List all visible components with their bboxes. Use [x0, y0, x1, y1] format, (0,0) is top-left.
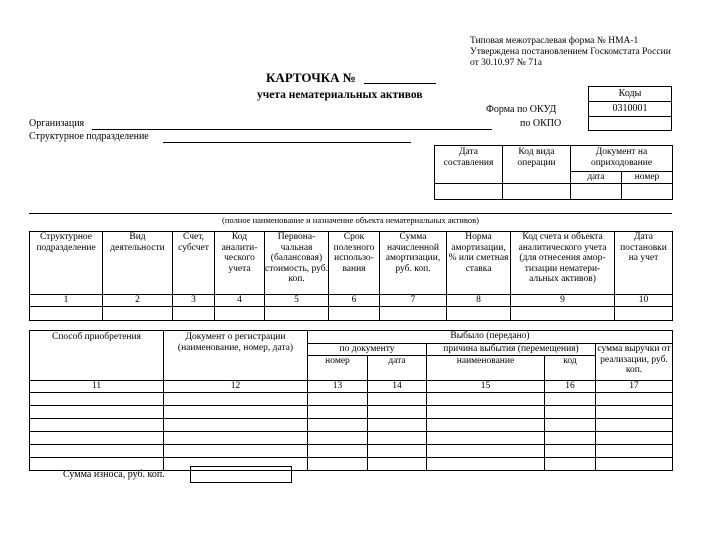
- table-cell[interactable]: [368, 406, 427, 419]
- table-cell[interactable]: [368, 419, 427, 432]
- document-table: [434, 145, 673, 200]
- organization-field[interactable]: [92, 129, 492, 130]
- table-cell[interactable]: [308, 445, 368, 458]
- col-number: 8: [447, 295, 511, 307]
- table-cell[interactable]: [329, 307, 380, 321]
- table-cell[interactable]: [596, 432, 673, 445]
- organization-label: Организация: [29, 118, 85, 129]
- col-initial-cost-header: Первона-чальная (балансовая) стоимость, руб. коп.: [265, 232, 329, 295]
- col-doc-number-header: номер: [308, 356, 368, 381]
- codes-header: Коды: [588, 86, 672, 102]
- doc-date-cell[interactable]: [435, 183, 503, 199]
- table-cell[interactable]: [545, 406, 596, 419]
- table-cell[interactable]: [308, 432, 368, 445]
- col-number: 15: [427, 381, 545, 393]
- table-cell[interactable]: [427, 393, 545, 406]
- table-cell[interactable]: [427, 419, 545, 432]
- table-cell[interactable]: [368, 432, 427, 445]
- col-number: 14: [368, 381, 427, 393]
- depreciation-field[interactable]: [190, 466, 292, 483]
- col-reason-header: причина выбытия (перемещения): [427, 344, 596, 356]
- table-cell[interactable]: [30, 445, 164, 458]
- okpo-label: по ОКПО: [520, 118, 562, 129]
- col-number: 4: [215, 295, 265, 307]
- col-activity-header: Вид деятельности: [103, 232, 173, 295]
- table-cell[interactable]: [215, 307, 265, 321]
- table-cell[interactable]: [265, 307, 329, 321]
- table-row: [30, 406, 673, 419]
- table-cell[interactable]: [545, 432, 596, 445]
- card-subtitle: учета нематериальных активов: [257, 89, 423, 101]
- col-doc-date-header: дата: [368, 356, 427, 381]
- table-row: [30, 419, 673, 432]
- asset-table: [29, 231, 673, 321]
- col-useful-life-header: Срок полезного использо-вания: [329, 232, 380, 295]
- table-cell[interactable]: [596, 445, 673, 458]
- table-cell[interactable]: [173, 307, 215, 321]
- okud-label: Форма по ОКУД: [486, 104, 557, 115]
- asset-name-field[interactable]: [29, 213, 672, 214]
- col-number: 17: [596, 381, 673, 393]
- table-cell[interactable]: [308, 419, 368, 432]
- table-cell[interactable]: [615, 307, 673, 321]
- doc-sub-number: номер: [622, 172, 673, 184]
- col-number: 6: [329, 295, 380, 307]
- table-cell[interactable]: [30, 307, 103, 321]
- approval-date: от 30.10.97 № 71а: [470, 58, 542, 68]
- col-retired-header: Выбыло (передано): [308, 331, 673, 344]
- table-cell[interactable]: [427, 445, 545, 458]
- doc-receipt-header: Документ на оприходование: [571, 146, 673, 172]
- table-cell[interactable]: [596, 393, 673, 406]
- col-number: 2: [103, 295, 173, 307]
- table-cell[interactable]: [30, 406, 164, 419]
- table-cell[interactable]: [596, 406, 673, 419]
- table-cell[interactable]: [596, 419, 673, 432]
- table-cell[interactable]: [380, 307, 447, 321]
- table-row: [30, 445, 673, 458]
- col-acquisition-method-header: Способ приобретения: [30, 331, 164, 381]
- okpo-value[interactable]: [588, 116, 672, 131]
- card-title: КАРТОЧКА №: [266, 70, 356, 85]
- form-type-note: Типовая межотраслевая форма № НМА-1: [470, 36, 639, 46]
- col-number: 7: [380, 295, 447, 307]
- table-cell[interactable]: [511, 307, 615, 321]
- col-account-object-code-header: Код счета и объекта аналитического учета (для отнесения амор-тизации нематери-альных активов): [511, 232, 615, 295]
- table-cell[interactable]: [30, 432, 164, 445]
- doc-sub-date: дата: [571, 172, 622, 184]
- asset-name-caption: (полное наименование и назначение объекта нематериальных активов): [222, 215, 479, 225]
- department-field[interactable]: [163, 142, 411, 143]
- table-cell[interactable]: [103, 307, 173, 321]
- col-by-document-header: по документу: [308, 344, 427, 356]
- table-row: [30, 432, 673, 445]
- okud-value: 0310001: [588, 101, 672, 117]
- col-registration-date-header: Дата постановки на учет: [615, 232, 673, 295]
- table-cell[interactable]: [368, 458, 427, 471]
- col-amortization-sum-header: Сумма начисленной амортизации, руб. коп.: [380, 232, 447, 295]
- retirement-table: [29, 330, 673, 471]
- table-cell[interactable]: [308, 406, 368, 419]
- table-cell[interactable]: [30, 393, 164, 406]
- col-number: 9: [511, 295, 615, 307]
- col-reason-code-header: код: [545, 356, 596, 381]
- col-analytic-code-header: Код аналити-ческого учета: [215, 232, 265, 295]
- table-cell[interactable]: [368, 393, 427, 406]
- table-cell[interactable]: [545, 458, 596, 471]
- table-cell[interactable]: [545, 419, 596, 432]
- table-cell[interactable]: [164, 393, 308, 406]
- approval-note: Утверждена постановлением Госкомстата России: [470, 47, 671, 57]
- table-cell[interactable]: [308, 458, 368, 471]
- table-cell[interactable]: [164, 445, 308, 458]
- table-cell[interactable]: [545, 445, 596, 458]
- table-cell[interactable]: [596, 458, 673, 471]
- table-cell[interactable]: [308, 393, 368, 406]
- table-cell[interactable]: [30, 419, 164, 432]
- col-number: 1: [30, 295, 103, 307]
- col-number: 5: [265, 295, 329, 307]
- col-number: 16: [545, 381, 596, 393]
- doc-opcode-cell[interactable]: [503, 183, 571, 199]
- col-number: 10: [615, 295, 673, 307]
- col-number: 13: [308, 381, 368, 393]
- col-department-header: Структурное подразделение: [30, 232, 103, 295]
- doc-receipt-date-cell[interactable]: [571, 183, 622, 199]
- table-cell[interactable]: [545, 393, 596, 406]
- table-cell[interactable]: [164, 406, 308, 419]
- table-cell[interactable]: [427, 432, 545, 445]
- col-account-header: Счет, субсчет: [173, 232, 215, 295]
- table-cell[interactable]: [427, 406, 545, 419]
- depreciation-label: Сумма износа, руб. коп.: [63, 469, 165, 480]
- table-cell[interactable]: [427, 458, 545, 471]
- table-cell[interactable]: [164, 419, 308, 432]
- col-amortization-rate-header: Норма амортизации, % или сметная ставка: [447, 232, 511, 295]
- col-reason-name-header: наименование: [427, 356, 545, 381]
- doc-receipt-number-cell[interactable]: [622, 183, 673, 199]
- col-number: 11: [30, 381, 164, 393]
- col-number: 12: [164, 381, 308, 393]
- col-registration-doc-header: Документ о регистрации (наименование, номер, дата): [164, 331, 308, 381]
- table-cell[interactable]: [368, 445, 427, 458]
- department-label: Структурное подразделение: [29, 131, 149, 142]
- table-cell[interactable]: [447, 307, 511, 321]
- col-number: 3: [173, 295, 215, 307]
- col-revenue-header: сумма выручки от реализации, руб. коп.: [596, 344, 673, 381]
- doc-opcode-header: Код вида операции: [503, 146, 571, 184]
- table-row: [30, 393, 673, 406]
- card-number-field[interactable]: [364, 83, 436, 84]
- doc-date-header: Дата составления: [435, 146, 503, 184]
- table-cell[interactable]: [164, 432, 308, 445]
